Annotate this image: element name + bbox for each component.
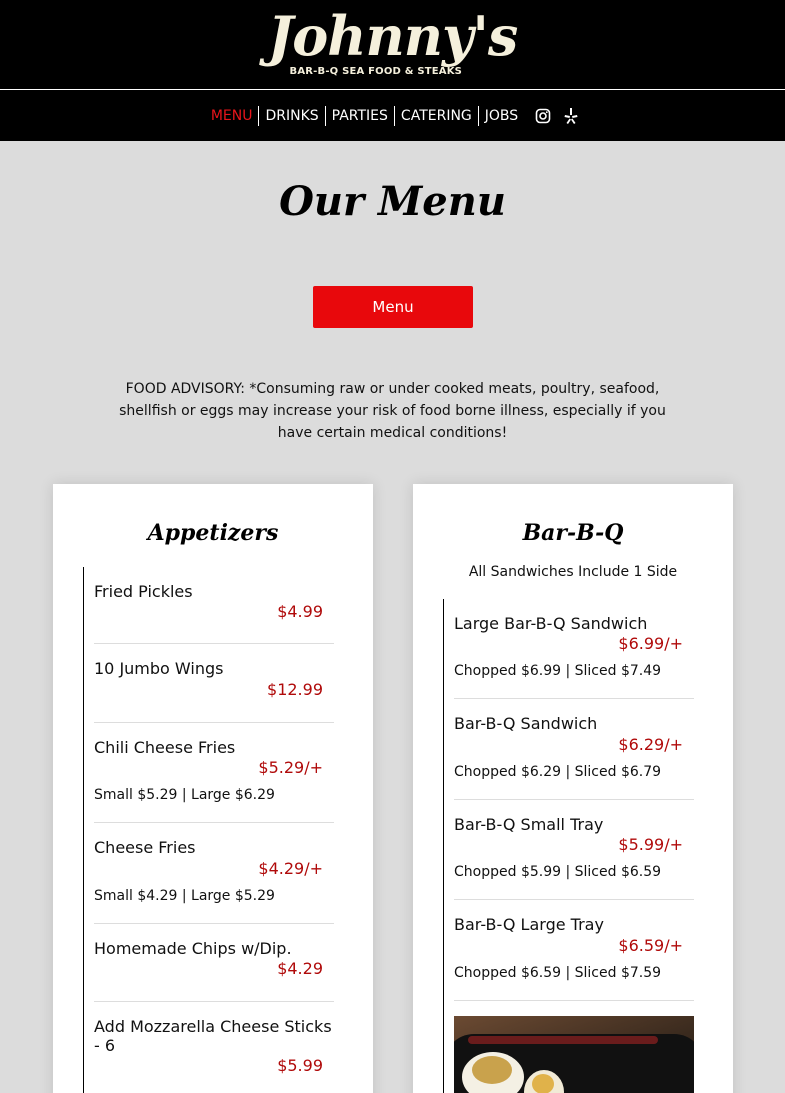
main-nav	[0, 89, 785, 141]
nav-item-jobs[interactable]: JOBS	[484, 107, 519, 124]
item-name: Bar-B-Q Sandwich	[454, 714, 598, 733]
list-item	[454, 800, 694, 900]
barbq-card	[413, 484, 733, 1093]
food-photo	[454, 1016, 694, 1093]
logo-text: Johnny's	[267, 3, 518, 68]
item-name: Fried Pickles	[94, 582, 193, 601]
item-detail: Chopped $5.99 | Sliced $6.59	[454, 864, 662, 880]
item-name: Chili Cheese Fries	[94, 738, 236, 757]
logo[interactable]	[268, 5, 518, 85]
list-item	[94, 644, 334, 723]
item-name: Homemade Chips w/Dip.	[94, 939, 292, 958]
appetizers-title: Appetizers	[147, 520, 279, 546]
nav-item-parties[interactable]: PARTIES	[331, 107, 388, 124]
instagram-icon[interactable]	[534, 107, 552, 125]
item-detail: Chopped $6.59 | Sliced $7.59	[454, 965, 662, 981]
food-advisory: FOOD ADVISORY: *Consuming raw or under cooked meats, poultry, seafood, shellfish or eggs may increase your risk of food borne illness, especially if you have certain medical conditions!	[119, 381, 666, 441]
item-price: $6.99/+	[618, 634, 683, 653]
item-price: $5.99/+	[618, 835, 683, 854]
item-detail: Chopped $6.99 | Sliced $7.49	[454, 663, 662, 679]
page-title: Our Menu	[279, 178, 506, 225]
list-item	[94, 723, 334, 823]
nav-item-catering[interactable]: CATERING	[400, 107, 472, 124]
item-detail: Small $5.29 | Large $6.29	[94, 787, 275, 803]
barbq-list	[443, 599, 693, 1093]
yelp-icon[interactable]	[562, 107, 580, 125]
nav-item-drinks[interactable]: DRINKS	[265, 107, 319, 124]
item-name: Add Mozzarella Cheese Sticks - 6	[94, 1017, 332, 1055]
item-price: $5.29/+	[258, 758, 323, 777]
item-detail: Chopped $6.29 | Sliced $6.79	[454, 764, 662, 780]
item-name: Bar-B-Q Small Tray	[454, 815, 604, 834]
item-name: Large Bar-B-Q Sandwich	[454, 614, 648, 633]
list-item	[454, 900, 694, 1001]
list-item	[94, 924, 334, 1002]
menu-button[interactable]: Menu	[313, 286, 473, 328]
yolk-shape	[472, 1056, 512, 1084]
site-header	[0, 0, 785, 89]
barbq-title: Bar-B-Q	[522, 520, 624, 546]
item-detail: Small $4.29 | Large $5.29	[94, 888, 275, 904]
item-price: $5.99	[277, 1056, 323, 1075]
plate-rim	[468, 1036, 658, 1044]
item-price: $12.99	[267, 680, 323, 699]
appetizers-list	[83, 567, 333, 1093]
nav-item-menu[interactable]: MENU	[210, 107, 253, 124]
item-price: $6.59/+	[618, 936, 683, 955]
list-item	[454, 599, 694, 699]
item-name: Cheese Fries	[94, 838, 196, 857]
appetizers-card	[53, 484, 373, 1093]
list-item	[94, 823, 334, 924]
item-price: $6.29/+	[618, 735, 683, 754]
item-price: $4.29	[277, 959, 323, 978]
list-item	[454, 699, 694, 800]
yolk-shape	[532, 1074, 554, 1093]
item-price: $4.29/+	[258, 859, 323, 878]
barbq-subtitle: All Sandwiches Include 1 Side	[468, 564, 678, 580]
item-price: $4.99	[277, 602, 323, 621]
list-item	[94, 1002, 334, 1093]
item-name: Bar-B-Q Large Tray	[454, 915, 604, 934]
logo-subtitle: BAR-B-Q SEA FOOD & STEAKS	[289, 65, 463, 77]
item-name: 10 Jumbo Wings	[94, 659, 224, 678]
list-item	[94, 567, 334, 644]
